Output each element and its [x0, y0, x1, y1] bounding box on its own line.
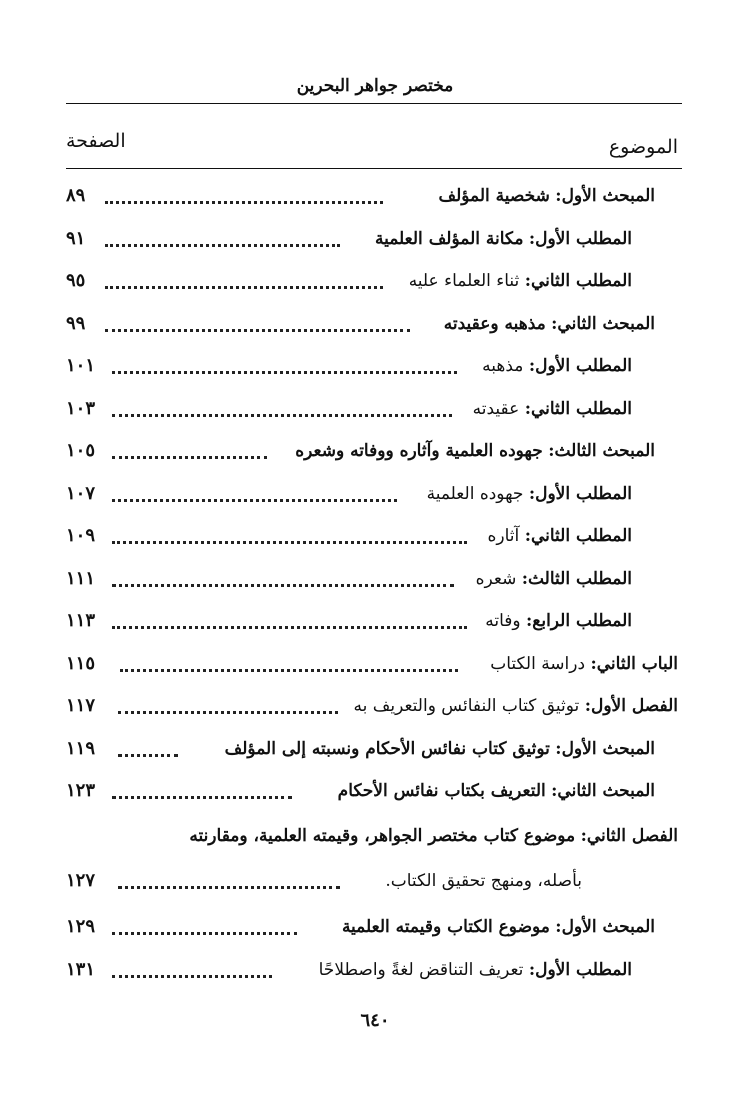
toc-page-number: ٩٥ [66, 270, 86, 291]
toc-entry-text [438, 181, 655, 211]
toc-entry-label: المطلب الأول: [528, 356, 632, 376]
toc-page-number: ١٠٣ [66, 398, 96, 419]
toc-page-number: ٨٩ [66, 185, 86, 206]
toc-row [0, 955, 750, 993]
toc-row [0, 351, 750, 389]
toc-entry-label: المبحث الأول: [555, 739, 655, 759]
dot-leader [112, 414, 452, 417]
toc-entry-label: المبحث الثاني: [551, 314, 655, 334]
toc-row [0, 479, 750, 517]
page-column-header: الصفحة [66, 130, 126, 152]
toc-row [0, 394, 750, 432]
toc-entry-label: المطلب الثاني: [524, 526, 632, 546]
toc-entry-label: الباب الثاني: [590, 654, 678, 674]
toc-row [0, 564, 750, 602]
toc-entry-title: عقيدته [472, 399, 520, 419]
toc-page-number: ١٢٩ [66, 916, 96, 937]
toc-entry-text [319, 955, 632, 985]
toc-entry-text [485, 606, 632, 636]
toc-entry-title: دراسة الكتاب [490, 654, 586, 674]
toc-entry-text [473, 394, 632, 424]
toc-entry-title: شخصية المؤلف [438, 186, 550, 206]
toc-page-number: ١٠٥ [66, 440, 96, 461]
toc-entry-text [444, 309, 655, 339]
toc-page-number: ١٢٧ [66, 870, 96, 891]
toc-page-number: ١١٣ [66, 610, 96, 631]
toc-page-number: ١٠٩ [66, 525, 96, 546]
toc-entry-label: المطلب الثالث: [521, 569, 632, 589]
toc-entry-text [482, 351, 632, 381]
toc-entry-label: المبحث الأول: [555, 917, 655, 937]
toc-entry-title: موضوع الكتاب وقيمته العلمية [341, 917, 550, 937]
toc-row [0, 181, 750, 219]
toc-page-number: ١١٧ [66, 695, 96, 716]
toc-entry-label: المطلب الأول: [528, 960, 632, 980]
toc-page-number: ٩٩ [66, 313, 86, 334]
toc-entry-label: المطلب الأول: [528, 229, 632, 249]
dot-leader [112, 932, 297, 935]
toc-entry-text [295, 436, 655, 466]
toc-entry-title: مذهبه [482, 356, 524, 376]
toc-row [0, 691, 750, 729]
dot-leader [120, 669, 458, 672]
toc-entry-label: الفصل الثاني: [580, 826, 678, 846]
page-folio: ٦٤٠ [360, 1010, 390, 1031]
dot-leader [105, 286, 383, 289]
toc-entry-title: مكانة المؤلف العلمية [374, 229, 524, 249]
toc-entry-title: مذهبه وعقيدته [443, 314, 546, 334]
toc-entry-title: تعريف التناقض لغةً واصطلاحًا [318, 960, 524, 980]
toc-row [0, 436, 750, 474]
dot-leader [105, 244, 340, 247]
dot-leader [118, 754, 178, 757]
toc-entry-title: توثيق كتاب نفائس الأحكام ونسبته إلى المؤلف [224, 739, 550, 759]
toc-entry-title: آثاره [487, 526, 520, 546]
dot-leader [112, 371, 457, 374]
toc-row [0, 521, 750, 559]
toc-row [0, 821, 750, 859]
dot-leader [105, 329, 410, 332]
dot-leader [112, 796, 292, 799]
toc-page-number: ١٠٧ [66, 483, 96, 504]
dot-leader [105, 201, 383, 204]
toc-row [0, 734, 750, 772]
toc-page-number: ١٣١ [66, 959, 96, 980]
dot-leader [118, 886, 340, 889]
toc-page-number: ٩١ [66, 228, 86, 249]
dot-leader [112, 626, 467, 629]
toc-entry-text [375, 224, 632, 254]
toc-entry-text [476, 564, 632, 594]
toc-entry-text [488, 521, 632, 551]
toc-entry-title: ثناء العلماء عليه [408, 271, 520, 291]
toc-entry-title: موضوع كتاب مختصر الجواهر، وقيمته العلمية، ومقارنته [189, 826, 576, 846]
dot-leader [112, 499, 397, 502]
toc-entry-label: المبحث الثالث: [548, 441, 655, 461]
dot-leader [112, 975, 272, 978]
toc-entry-label: المطلب الرابع: [526, 611, 632, 631]
header-rule [66, 103, 682, 104]
toc-row [0, 606, 750, 644]
dot-leader [118, 711, 338, 714]
toc-row [0, 649, 750, 687]
toc-entry-text [225, 734, 655, 764]
toc-entry-label: الفصل الأول: [584, 696, 678, 716]
toc-row [0, 912, 750, 950]
toc-entry-label: المطلب الثاني: [524, 271, 632, 291]
toc-entry-text [342, 912, 655, 942]
toc-entry-text [189, 821, 678, 851]
topic-column-header: الموضوع [608, 136, 678, 158]
toc-entry-text [354, 691, 679, 721]
toc-entry-text [338, 776, 655, 806]
toc-entry-label: المطلب الثاني: [524, 399, 632, 419]
toc-entry-title: جهوده العلمية [426, 484, 524, 504]
toc-entry-title: وفاته [485, 611, 521, 631]
toc-entry-title: جهوده العلمية وآثاره ووفاته وشعره [295, 441, 543, 461]
column-header-rule [66, 168, 682, 169]
dot-leader [112, 456, 267, 459]
toc-page-number: ١٠١ [66, 355, 96, 376]
toc-entry-label: المبحث الثاني: [551, 781, 655, 801]
toc-entry-label: المبحث الأول: [555, 186, 655, 206]
toc-entry-text [490, 649, 678, 679]
toc-row [0, 266, 750, 304]
toc-page-number: ١١١ [66, 568, 96, 589]
toc-row [0, 224, 750, 262]
toc-row [0, 776, 750, 814]
toc-page-number: ١٢٣ [66, 780, 96, 801]
toc-row [0, 309, 750, 347]
toc-page-number: ١١٩ [66, 738, 96, 759]
toc-entry-text [427, 479, 632, 509]
toc-entry-title: شعره [475, 569, 517, 589]
toc-row [0, 866, 750, 904]
toc-entry-label: المطلب الأول: [528, 484, 632, 504]
dot-leader [112, 584, 454, 587]
running-head: مختصر جواهر البحرين [296, 76, 454, 96]
toc-entry-text [409, 266, 632, 296]
dot-leader [112, 541, 467, 544]
toc-page-number: ١١٥ [66, 653, 96, 674]
toc-entry-title: التعريف بكتاب نفائس الأحكام [337, 781, 546, 801]
toc-entry-title: توثيق كتاب النفائس والتعريف به [353, 696, 580, 716]
toc-entry-text [385, 866, 582, 896]
toc-entry-title: بأصله، ومنهج تحقيق الكتاب. [385, 871, 582, 891]
